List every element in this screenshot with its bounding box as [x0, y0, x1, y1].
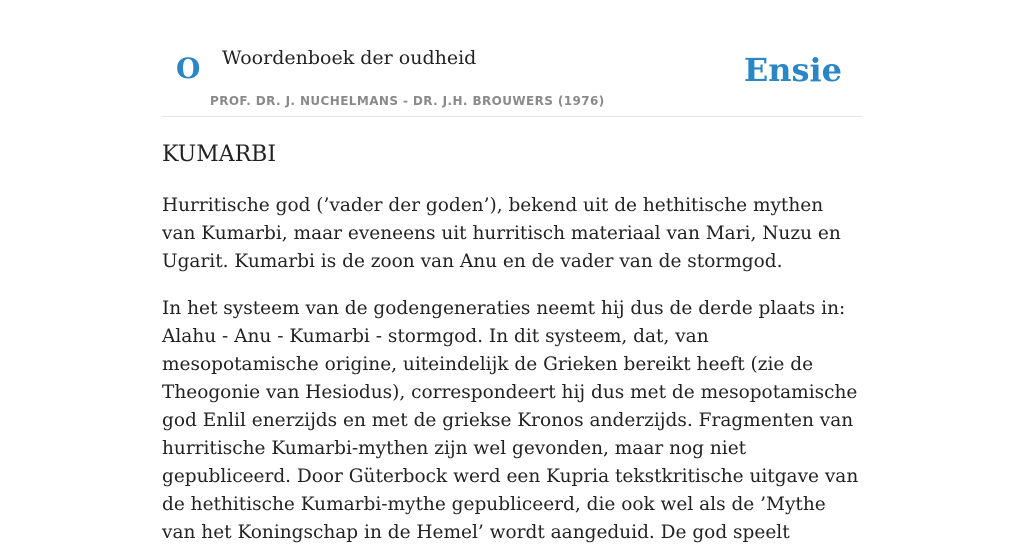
- entry-content: [162, 138, 862, 547]
- header: [162, 0, 862, 117]
- ensie-logo-link[interactable]: Ensie: [743, 51, 842, 89]
- book-authors: PROF. DR. J. NUCHELMANS - DR. J.H. BROUWERS (1976): [210, 94, 605, 108]
- index-letter[interactable]: O: [176, 52, 201, 85]
- entry-title: KUMARBI: [162, 142, 277, 167]
- entry-paragraph-2: In het systeem van de godengeneraties neemt hij dus de derde plaats in: Alahu - Anu - Kumarbi - stormgod. In dit systeem, dat, van mesopotamische origine, uiteindelijk de Grieken bereikt heeft (zie de Theogonie van Hesiodus), correspondeert hij dus met de mesopotamische god Enlil enerzijds en met de griekse Kronos anderzijds. Fragmenten van hurritische Kumarbi-mythen zijn wel gevonden, maar nog niet gepubliceerd. Door Güterbock werd een Kupria tekstkritische uitgave van de hethitische Kumarbi-mythe gepubliceerd, die ook wel als de ’Mythe van het Koningschap in de Hemel’ wordt aangeduid. De god speelt: [162, 298, 859, 543]
- entry-paragraph-1: Hurritische god (’vader der goden’), bekend uit de hethitische mythen van Kumarbi, maar eveneens uit hurritisch materiaal van Mari, Nuzu en Ugarit. Kumarbi is de zoon van Anu en de vader van de stormgod.: [162, 195, 841, 272]
- book-title[interactable]: Woordenboek der oudheid: [222, 47, 477, 69]
